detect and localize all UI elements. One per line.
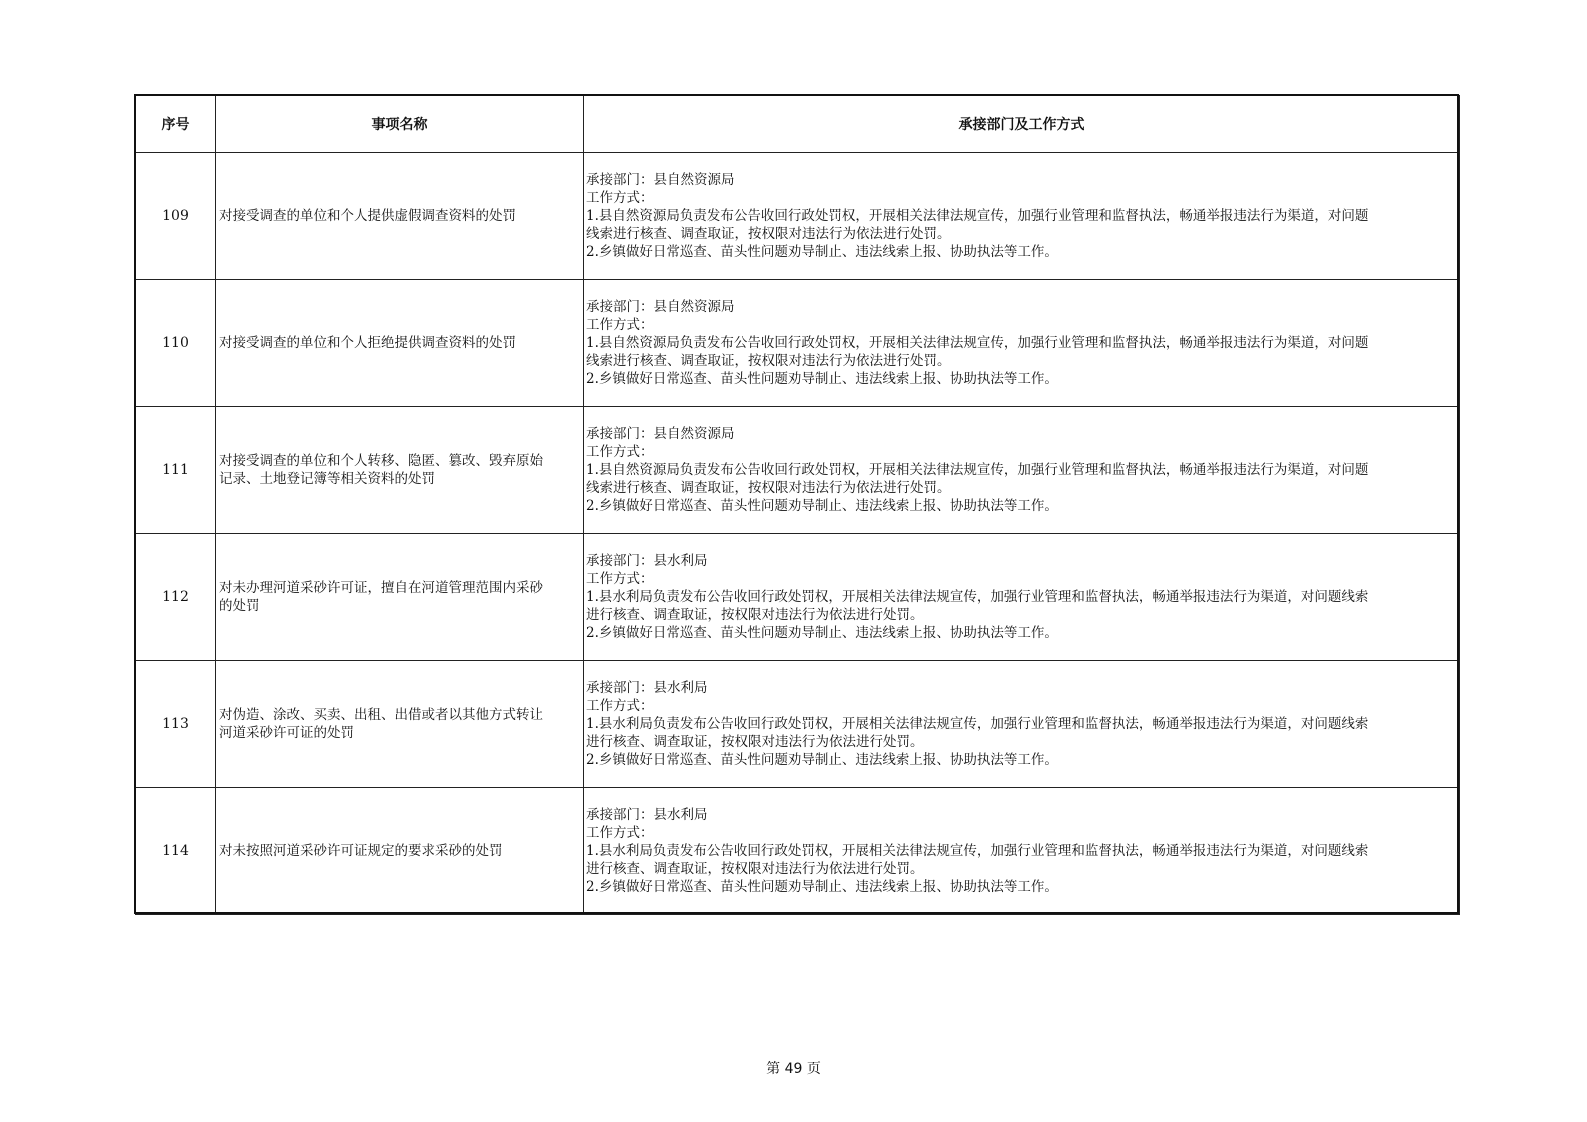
row-item-name: 对接受调查的单位和个人转移、隐匿、篡改、毁弃原始 记录、土地登记簿等相关资料的处罚 — [216, 407, 584, 534]
row-department-method — [584, 661, 1460, 788]
row-method-step-2: 2.乡镇做好日常巡查、苗头性问题劝导制止、违法线索上报、协助执法等工作。 — [586, 498, 1058, 514]
row-item-name: 对伪造、涂改、买卖、出租、出借或者以其他方式转让 河道采砂许可证的处罚 — [216, 661, 584, 788]
row-method-step-1: 1.县水利局负责发布公告收回行政处罚权，开展相关法律法规宣传，加强行业管理和监督执法，畅通举报违法行为渠道，对问题线索 进行核查、调查取证，按权限对违法行为依法进行处罚。 — [586, 589, 1369, 623]
table-header-row — [136, 96, 1460, 153]
table-row — [136, 407, 1460, 534]
row-method-step-2: 2.乡镇做好日常巡查、苗头性问题劝导制止、违法线索上报、协助执法等工作。 — [586, 625, 1058, 641]
row-item-name: 对接受调查的单位和个人拒绝提供调查资料的处罚 — [216, 280, 584, 407]
row-serial-number: 113 — [136, 661, 216, 788]
row-department: 承接部门：县水利局 — [586, 807, 708, 823]
row-serial-number: 111 — [136, 407, 216, 534]
row-method-label: 工作方式： — [586, 190, 654, 206]
row-department-method — [584, 534, 1460, 661]
table-row — [136, 153, 1460, 280]
row-method-step-1: 1.县自然资源局负责发布公告收回行政处罚权，开展相关法律法规宣传，加强行业管理和监督执法，畅通举报违法行为渠道，对问题 线索进行核查、调查取证，按权限对违法行为依法进行处罚。 — [586, 208, 1369, 242]
header-item-name: 事项名称 — [216, 96, 584, 153]
row-department-method — [584, 407, 1460, 534]
row-method-step-2: 2.乡镇做好日常巡查、苗头性问题劝导制止、违法线索上报、协助执法等工作。 — [586, 244, 1058, 260]
row-method-step-1: 1.县自然资源局负责发布公告收回行政处罚权，开展相关法律法规宣传，加强行业管理和监督执法，畅通举报违法行为渠道，对问题 线索进行核查、调查取证，按权限对违法行为依法进行处罚。 — [586, 335, 1369, 369]
items-table — [135, 95, 1460, 915]
row-department: 承接部门：县自然资源局 — [586, 299, 735, 315]
row-item-name: 对未办理河道采砂许可证，擅自在河道管理范围内采砂 的处罚 — [216, 534, 584, 661]
row-method-label: 工作方式： — [586, 825, 654, 841]
row-method-step-1: 1.县水利局负责发布公告收回行政处罚权，开展相关法律法规宣传，加强行业管理和监督执法，畅通举报违法行为渠道，对问题线索 进行核查、调查取证，按权限对违法行为依法进行处罚。 — [586, 843, 1369, 877]
row-department: 承接部门：县水利局 — [586, 680, 708, 696]
row-item-name: 对未按照河道采砂许可证规定的要求采砂的处罚 — [216, 788, 584, 915]
table-row — [136, 534, 1460, 661]
row-serial-number: 110 — [136, 280, 216, 407]
row-method-step-2: 2.乡镇做好日常巡查、苗头性问题劝导制止、违法线索上报、协助执法等工作。 — [586, 879, 1058, 895]
row-method-label: 工作方式： — [586, 571, 654, 587]
row-serial-number: 109 — [136, 153, 216, 280]
table-body — [136, 153, 1460, 915]
row-method-label: 工作方式： — [586, 698, 654, 714]
header-serial-number: 序号 — [136, 96, 216, 153]
row-method-step-1: 1.县自然资源局负责发布公告收回行政处罚权，开展相关法律法规宣传，加强行业管理和监督执法，畅通举报违法行为渠道，对问题 线索进行核查、调查取证，按权限对违法行为依法进行处罚。 — [586, 462, 1369, 496]
row-department: 承接部门：县水利局 — [586, 553, 708, 569]
table-row — [136, 788, 1460, 915]
row-department: 承接部门：县自然资源局 — [586, 426, 735, 442]
row-department: 承接部门：县自然资源局 — [586, 172, 735, 188]
row-method-step-1: 1.县水利局负责发布公告收回行政处罚权，开展相关法律法规宣传，加强行业管理和监督执法，畅通举报违法行为渠道，对问题线索 进行核查、调查取证，按权限对违法行为依法进行处罚。 — [586, 716, 1369, 750]
row-method-step-2: 2.乡镇做好日常巡查、苗头性问题劝导制止、违法线索上报、协助执法等工作。 — [586, 371, 1058, 387]
table-row — [136, 280, 1460, 407]
row-serial-number: 112 — [136, 534, 216, 661]
row-serial-number: 114 — [136, 788, 216, 915]
row-method-label: 工作方式： — [586, 444, 654, 460]
row-method-label: 工作方式： — [586, 317, 654, 333]
table-row — [136, 661, 1460, 788]
row-department-method — [584, 153, 1460, 280]
row-item-name: 对接受调查的单位和个人提供虚假调查资料的处罚 — [216, 153, 584, 280]
row-method-step-2: 2.乡镇做好日常巡查、苗头性问题劝导制止、违法线索上报、协助执法等工作。 — [586, 752, 1058, 768]
row-department-method — [584, 280, 1460, 407]
row-department-method — [584, 788, 1460, 915]
header-department-and-method: 承接部门及工作方式 — [584, 96, 1460, 153]
page-number: 第 49 页 — [766, 1061, 821, 1077]
